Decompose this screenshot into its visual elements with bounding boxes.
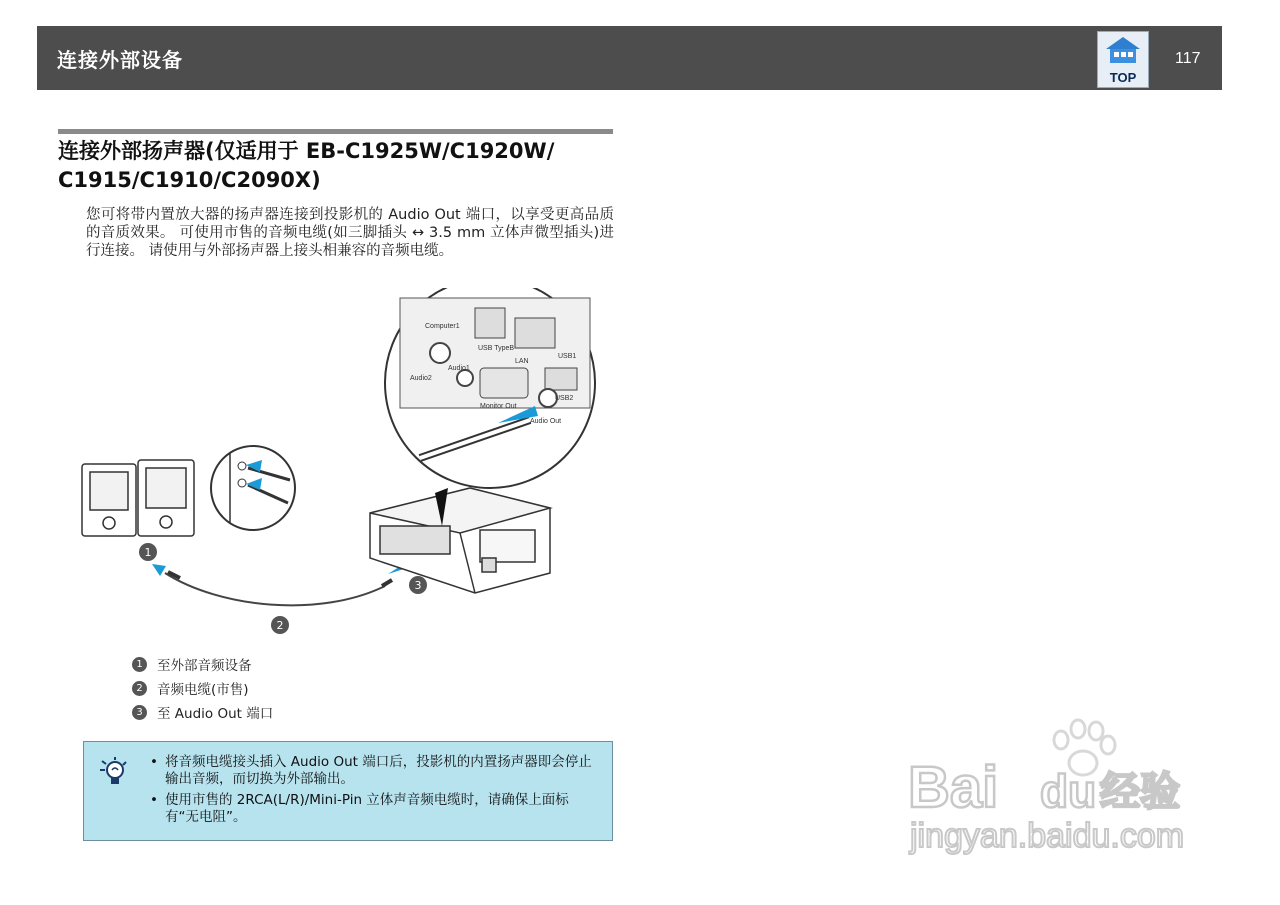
speakers-illustration [82,460,194,536]
port-inset [385,288,595,488]
speaker-inset [211,446,295,530]
callout-2-label: 2 [276,619,284,632]
watermark-brand-b: du [1040,765,1097,817]
top-button[interactable] [1097,31,1149,88]
port-label-audio2: Audio2 [410,375,432,382]
arrow-to-speaker [152,564,166,576]
house-icon [1104,35,1142,65]
callout-3-label: 3 [414,579,422,592]
page-number: 117 [1175,50,1201,67]
figure-legend [132,652,273,724]
tip-item: • 将音频电缆接头插入 Audio Out 端口后，投影机的内置扬声器即会停止输出音频，而切换为外部输出。 [150,754,600,788]
watermark-url: jingyan.baidu.com [910,817,1185,855]
callout-3 [409,576,427,594]
legend-item [132,676,273,700]
legend-item [132,652,273,676]
page-header [37,26,1222,90]
legend-number: 3 [132,705,147,720]
connection-diagram [70,288,630,638]
section-title: 连接外部扬声器(仅适用于 EB-C1925W/C1920W/ C1915/C1910/C2090X) [58,139,555,192]
port-label-computer1: Computer1 [425,323,460,330]
callout-1 [139,543,157,561]
tip-box [83,741,613,841]
watermark-brand-a: Bai [908,755,999,820]
port-label-audio1: Audio1 [448,365,470,372]
tip-list [150,754,600,830]
port-label-audio-out: Audio Out [530,418,562,425]
baidu-watermark [908,715,1208,860]
chapter-title: 连接外部设备 [57,48,183,72]
callout-1-label: 1 [144,546,152,559]
tip-item: • 使用市售的 2RCA(L/R)/Mini-Pin 立体声音频电缆时，请确保上面标有“无电阻”。 [150,792,600,826]
audio-cable [165,573,385,605]
top-label: TOP [1109,70,1137,85]
callout-2 [271,616,289,634]
port-label-usb-typeb: USB TypeB [478,345,515,352]
legend-text: 音频电缆(市售) [157,682,249,698]
legend-number: 1 [132,657,147,672]
section-rule [58,129,613,134]
legend-number: 2 [132,681,147,696]
intro-paragraph: 您可将带内置放大器的扬声器连接到投影机的 Audio Out 端口，以享受更高品质的音质效果。 可使用市售的音频电缆(如三脚插头 ↔ 3.5 mm 立体声微型插头)进行连接。 请使用与外部扬声器上接头相兼容的音频电缆。 [86,207,614,259]
port-label-monitor-out: Monitor Out [480,403,517,410]
legend-text: 至外部音频设备 [157,658,252,674]
watermark-brand-c: 经验 [1100,770,1180,814]
projector-illustration [370,488,550,593]
legend-item [132,700,273,724]
lightbulb-icon [96,756,130,790]
legend-text: 至 Audio Out 端口 [157,706,274,722]
port-label-lan: LAN [515,358,529,365]
port-label-usb2: USB2 [555,395,574,402]
port-label-usb1: USB1 [558,353,577,360]
